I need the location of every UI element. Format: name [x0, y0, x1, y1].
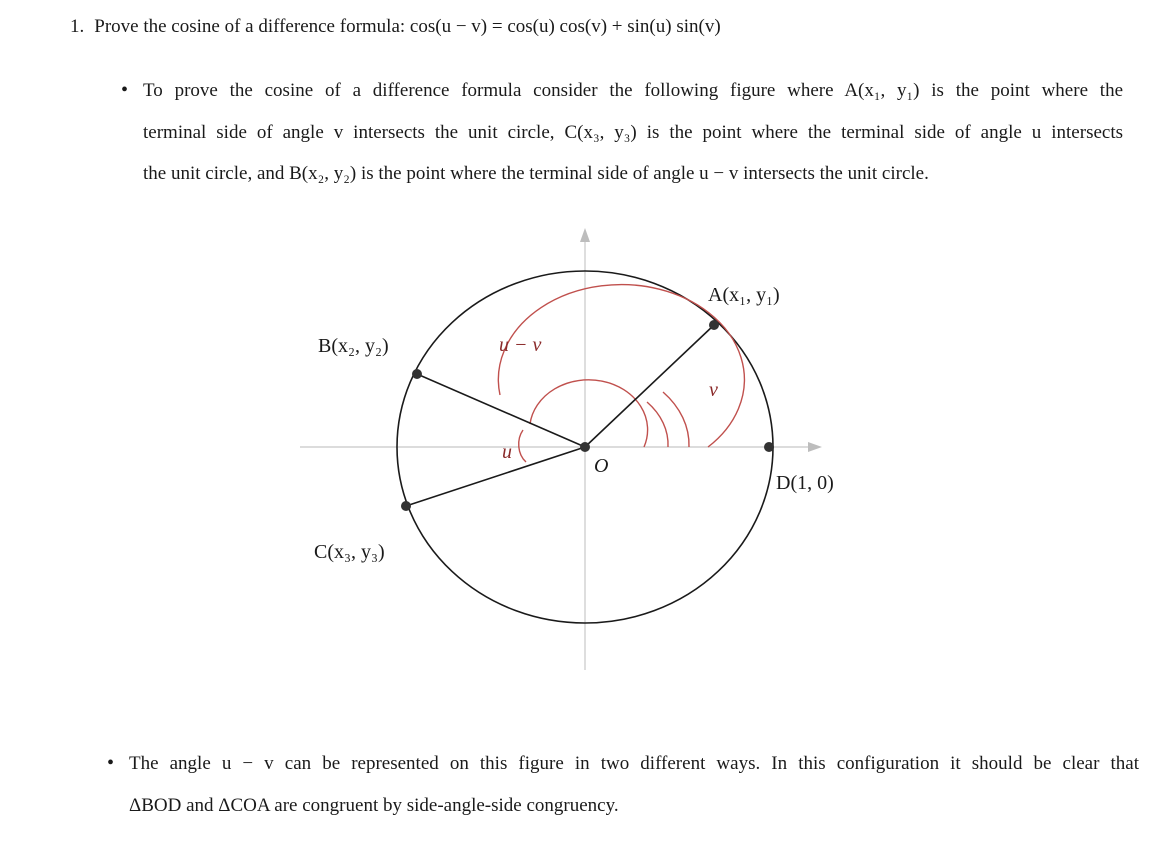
- bullet1-line-1: To prove the cosine of a difference formula consider the following figure where A(x₁, y₁) is the point where the: [143, 80, 1123, 101]
- label-B: B(x₂, y₂): [318, 335, 389, 357]
- label-O: O: [594, 455, 609, 477]
- bullet2-line-2: ΔBOD and ΔCOA are congruent by side-angle-side congruency.: [129, 794, 619, 816]
- point-D: [764, 442, 774, 452]
- label-C: C(x₃, y₃): [314, 541, 385, 563]
- y-axis-arrow-icon: [580, 228, 590, 242]
- arc-u-outer: [530, 380, 648, 447]
- label-angle-v: v: [709, 379, 718, 401]
- label-angle-u-minus-v: u − v: [499, 334, 542, 356]
- segment-OB: [417, 374, 585, 447]
- bullet-icon: •: [121, 79, 129, 101]
- label-angle-u: u: [502, 441, 512, 463]
- problem-text: Prove the cosine of a difference formula: cos(u − v) = cos(u) cos(v) + sin(u) sin(v): [94, 16, 721, 37]
- bullet-icon: •: [107, 752, 115, 774]
- segment-OC: [406, 447, 585, 506]
- arc-u-minus-v: [498, 285, 744, 447]
- point-A: [709, 320, 719, 330]
- label-A: A(x₁, y₁): [708, 284, 780, 306]
- point-O: [580, 442, 590, 452]
- bullet1-line-2: terminal side of angle v intersects the unit circle, C(x₃, y₃) is the point where the terminal side of angle u intersects: [143, 121, 1123, 143]
- arc-v-inner: [647, 402, 668, 447]
- point-C: [401, 501, 411, 511]
- label-D: D(1, 0): [776, 472, 834, 494]
- segment-OA: [585, 325, 714, 447]
- x-axis-arrow-icon: [808, 442, 822, 452]
- bullet2-line-1: The angle u − v can be represented on this figure in two different ways. In this configuration it should be clear that: [129, 753, 1139, 774]
- bullet-paragraph-2: [107, 743, 1139, 826]
- arc-u-inner: [519, 430, 526, 462]
- problem-number: 1.: [70, 16, 85, 37]
- bullet1-line-3: the unit circle, and B(x₂, y₂) is the point where the terminal side of angle u − v intersects the unit circle.: [143, 163, 929, 184]
- point-B: [412, 369, 422, 379]
- arc-v-outer: [663, 392, 689, 447]
